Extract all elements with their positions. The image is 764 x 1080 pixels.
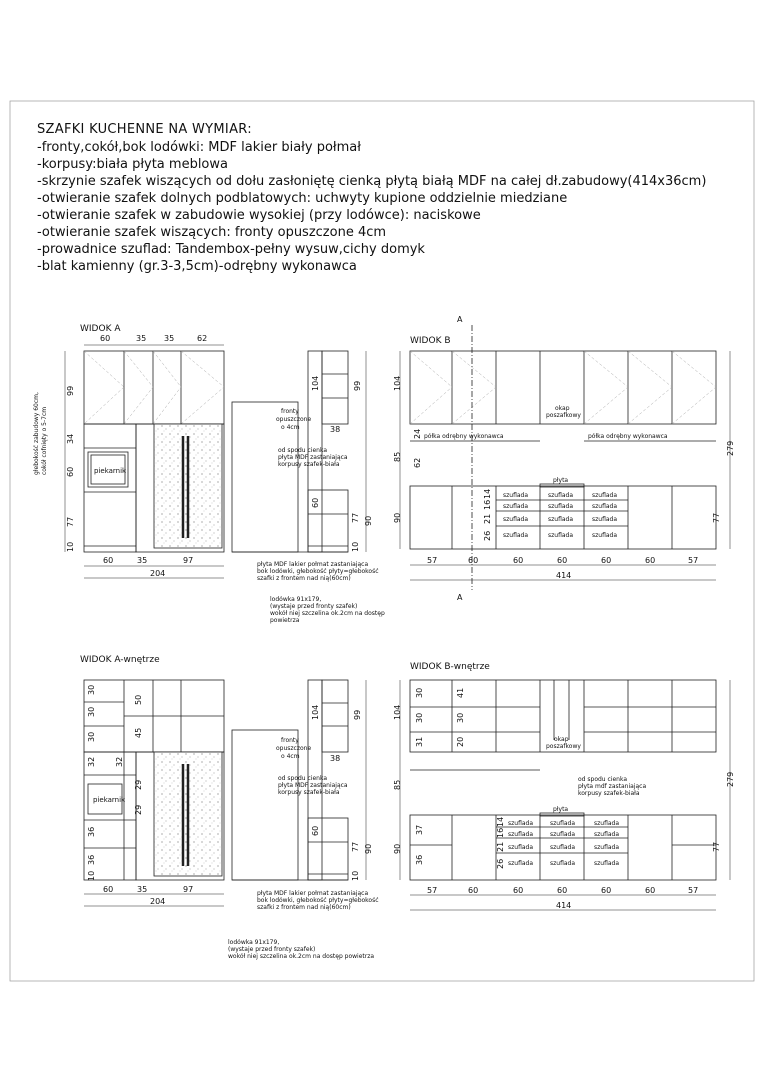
svg-text:38: 38 xyxy=(330,425,341,434)
svg-text:60: 60 xyxy=(601,556,612,565)
svg-text:204: 204 xyxy=(150,897,166,906)
svg-text:57: 57 xyxy=(688,886,699,895)
svg-text:77: 77 xyxy=(66,516,75,527)
svg-text:60: 60 xyxy=(557,886,568,895)
svg-text:okap: okap xyxy=(554,736,569,743)
svg-text:104: 104 xyxy=(311,704,320,720)
svg-text:szuflada: szuflada xyxy=(594,820,620,827)
svg-text:60: 60 xyxy=(645,556,656,565)
svg-text:57: 57 xyxy=(688,556,699,565)
sheet-border xyxy=(10,101,754,981)
svg-text:piekarnik: piekarnik xyxy=(94,467,127,475)
svg-text:32: 32 xyxy=(115,756,124,767)
svg-text:szuflada: szuflada xyxy=(548,532,574,539)
svg-text:(wystaje przed fronty szafek): (wystaje przed fronty szafek) xyxy=(270,603,358,610)
svg-text:60: 60 xyxy=(645,886,656,895)
svg-text:o 4cm: o 4cm xyxy=(281,753,300,760)
svg-text:30: 30 xyxy=(87,706,96,717)
svg-text:97: 97 xyxy=(183,556,194,565)
note-line: -otwieranie szafek dolnych podblatowych: uchwyty kupione oddzielnie miedziane xyxy=(37,191,568,206)
svg-text:414: 414 xyxy=(556,571,572,580)
svg-text:29: 29 xyxy=(134,804,143,815)
svg-text:korpusy szafek-biała: korpusy szafek-biała xyxy=(278,789,340,796)
svg-text:26: 26 xyxy=(496,858,505,869)
svg-text:o 4cm: o 4cm xyxy=(281,424,300,431)
svg-text:90: 90 xyxy=(393,843,402,854)
svg-text:wokół niej szczelina ok.2cm na: wokół niej szczelina ok.2cm na dostęp powietrza xyxy=(228,953,375,960)
svg-text:99: 99 xyxy=(66,385,75,396)
svg-text:60: 60 xyxy=(311,497,320,508)
svg-text:31: 31 xyxy=(415,736,424,747)
svg-text:wokół niej szczelina ok.2cm na: wokół niej szczelina ok.2cm na dostęp xyxy=(270,610,385,617)
svg-text:płyta: płyta xyxy=(553,477,569,484)
note-line: -otwieranie szafek wiszących: fronty opuszczone 4cm xyxy=(37,225,387,240)
view-b-interior-dim-text xyxy=(393,688,735,910)
svg-text:(wystaje przed fronty szafek): (wystaje przed fronty szafek) xyxy=(228,946,316,953)
svg-text:lodówka 91x179,: lodówka 91x179, xyxy=(228,939,280,946)
view-b-elevation xyxy=(410,325,716,590)
svg-text:lodówka 91x179,: lodówka 91x179, xyxy=(270,596,322,603)
svg-text:opuszczone: opuszczone xyxy=(276,416,312,423)
svg-text:35: 35 xyxy=(137,885,148,894)
svg-text:85: 85 xyxy=(393,451,402,462)
svg-text:cokół cofnięty o 5-7cm: cokół cofnięty o 5-7cm xyxy=(41,406,48,475)
svg-text:szuflada: szuflada xyxy=(592,492,618,499)
svg-text:szuflada: szuflada xyxy=(503,516,529,523)
svg-text:24: 24 xyxy=(413,428,422,439)
svg-text:99: 99 xyxy=(353,709,362,720)
note-line: -skrzynie szafek wiszących od dołu zasłoniętę cienką płytą białą MDF na całej dł.zabudowy(414x36cm) xyxy=(37,174,707,189)
svg-text:36: 36 xyxy=(87,854,96,865)
svg-text:płyta mdf zastaniająca: płyta mdf zastaniająca xyxy=(578,783,647,790)
svg-text:10: 10 xyxy=(87,870,96,881)
svg-text:szuflada: szuflada xyxy=(503,492,529,499)
svg-text:szuflada: szuflada xyxy=(508,820,534,827)
svg-text:279: 279 xyxy=(726,440,735,456)
svg-text:od spodu cienka: od spodu cienka xyxy=(578,776,628,783)
svg-text:półka odrębny wykonawca: półka odrębny wykonawca xyxy=(588,433,668,440)
svg-text:fronty: fronty xyxy=(281,408,299,415)
svg-text:57: 57 xyxy=(427,556,438,565)
svg-text:60: 60 xyxy=(468,556,479,565)
svg-text:poszafkowy: poszafkowy xyxy=(546,743,581,750)
svg-text:60: 60 xyxy=(468,886,479,895)
svg-text:A: A xyxy=(457,593,463,602)
svg-text:A: A xyxy=(457,315,463,324)
svg-text:36: 36 xyxy=(87,826,96,837)
svg-text:90: 90 xyxy=(364,515,373,526)
svg-text:szuflada: szuflada xyxy=(594,831,620,838)
svg-text:414: 414 xyxy=(556,901,572,910)
svg-text:korpusy szafek-biała: korpusy szafek-biała xyxy=(578,790,640,797)
svg-text:płyta MDF lakier połmat zastan: płyta MDF lakier połmat zastaniająca xyxy=(257,561,369,568)
note-line: -prowadnice szuflad: Tandembox-pełny wysuw,cichy domyk xyxy=(37,242,425,257)
svg-text:35: 35 xyxy=(136,334,147,343)
svg-text:30: 30 xyxy=(87,684,96,695)
svg-text:korpusy szafek-biała: korpusy szafek-biała xyxy=(278,461,340,468)
note-line: -korpusy:biała płyta meblowa xyxy=(37,157,228,172)
svg-text:279: 279 xyxy=(726,771,735,787)
svg-text:30: 30 xyxy=(415,712,424,723)
svg-text:od spodu cienka: od spodu cienka xyxy=(278,447,328,454)
svg-text:szuflada: szuflada xyxy=(503,503,529,510)
svg-text:od spodu cienka: od spodu cienka xyxy=(278,775,328,782)
svg-text:szuflada: szuflada xyxy=(508,860,534,867)
note-line: -fronty,cokół,bok lodówki: MDF lakier biały połmał xyxy=(37,140,361,155)
svg-text:77: 77 xyxy=(712,841,721,852)
svg-text:poszafkowy: poszafkowy xyxy=(546,412,581,419)
svg-text:57: 57 xyxy=(427,886,438,895)
svg-text:35: 35 xyxy=(164,334,175,343)
svg-text:szuflada: szuflada xyxy=(508,831,534,838)
svg-text:204: 204 xyxy=(150,569,166,578)
svg-text:fronty: fronty xyxy=(281,737,299,744)
svg-text:płyta MDF zastaniająca: płyta MDF zastaniająca xyxy=(278,454,348,461)
svg-text:szuflada: szuflada xyxy=(548,492,574,499)
svg-text:104: 104 xyxy=(311,375,320,391)
svg-text:16: 16 xyxy=(496,827,505,838)
svg-text:bok lodówki, głebokość płyty=g: bok lodówki, głebokość płyty=głebokość xyxy=(257,897,379,904)
svg-text:90: 90 xyxy=(364,843,373,854)
svg-text:piekarnik: piekarnik xyxy=(93,796,126,804)
svg-text:półka odrębny wykonawca: półka odrębny wykonawca xyxy=(424,433,504,440)
svg-text:14: 14 xyxy=(483,488,492,499)
svg-text:60: 60 xyxy=(103,885,114,894)
note-line: -otwieranie szafek w zabudowie wysokiej (przy lodówce): naciskowe xyxy=(37,208,481,223)
svg-text:60: 60 xyxy=(66,466,75,477)
svg-text:bok lodówki, głebokość płyty=g: bok lodówki, głebokość płyty=głebokość xyxy=(257,568,379,575)
svg-text:szafki z frontem nad nią(60cm): szafki z frontem nad nią(60cm) xyxy=(257,575,351,582)
view-b-interior-annotations xyxy=(508,736,646,867)
svg-text:104: 104 xyxy=(393,704,402,720)
svg-text:99: 99 xyxy=(353,380,362,391)
svg-text:płyta MDF lakier połmat zastan: płyta MDF lakier połmat zastaniająca xyxy=(257,890,369,897)
svg-text:szuflada: szuflada xyxy=(550,831,576,838)
svg-text:41: 41 xyxy=(456,687,465,698)
view-b-dimensions xyxy=(400,351,730,580)
svg-text:60: 60 xyxy=(601,886,612,895)
svg-text:60: 60 xyxy=(557,556,568,565)
view-b-interior-dimensions xyxy=(400,680,730,910)
svg-text:36: 36 xyxy=(415,854,424,865)
svg-text:30: 30 xyxy=(415,687,424,698)
svg-text:powietrza: powietrza xyxy=(270,617,300,624)
svg-text:29: 29 xyxy=(134,779,143,790)
svg-text:60: 60 xyxy=(513,886,524,895)
svg-text:37: 37 xyxy=(415,824,424,835)
svg-text:38: 38 xyxy=(330,754,341,763)
svg-text:35: 35 xyxy=(137,556,148,565)
svg-text:77: 77 xyxy=(351,841,360,852)
note-line: -blat kamienny (gr.3-3,5cm)-odrębny wykonawca xyxy=(37,259,357,274)
svg-text:60: 60 xyxy=(513,556,524,565)
svg-text:32: 32 xyxy=(87,756,96,767)
svg-text:97: 97 xyxy=(183,885,194,894)
svg-text:20: 20 xyxy=(456,736,465,747)
svg-text:szuflada: szuflada xyxy=(594,860,620,867)
svg-text:szuflada: szuflada xyxy=(508,844,534,851)
svg-text:płyta MDF zastaniająca: płyta MDF zastaniająca xyxy=(278,782,348,789)
svg-text:głebokość zabudowy 60cm,: głebokość zabudowy 60cm, xyxy=(33,392,40,475)
svg-text:30: 30 xyxy=(456,712,465,723)
svg-text:opuszczone: opuszczone xyxy=(276,745,312,752)
svg-text:szuflada: szuflada xyxy=(503,532,529,539)
svg-text:26: 26 xyxy=(483,530,492,541)
svg-text:szuflada: szuflada xyxy=(548,503,574,510)
svg-text:16: 16 xyxy=(483,499,492,510)
svg-text:77: 77 xyxy=(351,512,360,523)
svg-text:77: 77 xyxy=(712,512,721,523)
svg-text:10: 10 xyxy=(351,870,360,881)
svg-text:21: 21 xyxy=(483,513,492,524)
svg-text:10: 10 xyxy=(351,541,360,552)
svg-text:90: 90 xyxy=(393,512,402,523)
view-a-interior-title: WIDOK A-wnętrze xyxy=(80,655,160,665)
svg-text:okap: okap xyxy=(555,405,570,412)
svg-text:60: 60 xyxy=(311,825,320,836)
svg-text:szuflada: szuflada xyxy=(550,860,576,867)
svg-text:10: 10 xyxy=(66,541,75,552)
svg-text:60: 60 xyxy=(103,556,114,565)
svg-text:szuflada: szuflada xyxy=(550,820,576,827)
notes-title: SZAFKI KUCHENNE NA WYMIAR: xyxy=(37,122,252,137)
svg-text:45: 45 xyxy=(134,727,143,738)
svg-text:14: 14 xyxy=(496,816,505,827)
svg-text:62: 62 xyxy=(413,457,422,468)
svg-text:30: 30 xyxy=(87,731,96,742)
svg-text:szuflada: szuflada xyxy=(592,516,618,523)
svg-text:104: 104 xyxy=(393,375,402,391)
svg-text:62: 62 xyxy=(197,334,208,343)
svg-text:21: 21 xyxy=(496,841,505,852)
svg-text:szuflada: szuflada xyxy=(550,844,576,851)
svg-text:50: 50 xyxy=(134,694,143,705)
view-b-title: WIDOK B xyxy=(410,336,451,346)
svg-text:60: 60 xyxy=(100,334,111,343)
svg-text:szuflada: szuflada xyxy=(594,844,620,851)
svg-text:szuflada: szuflada xyxy=(592,532,618,539)
view-b-interior-title: WIDOK B-wnętrze xyxy=(410,662,490,672)
view-a-title: WIDOK A xyxy=(80,324,121,334)
svg-text:szuflada: szuflada xyxy=(592,503,618,510)
svg-text:szuflada: szuflada xyxy=(548,516,574,523)
svg-text:płyta: płyta xyxy=(553,806,569,813)
svg-text:85: 85 xyxy=(393,779,402,790)
svg-text:34: 34 xyxy=(66,433,75,444)
svg-text:szafki z frontem nad nią(60cm): szafki z frontem nad nią(60cm) xyxy=(257,904,351,911)
